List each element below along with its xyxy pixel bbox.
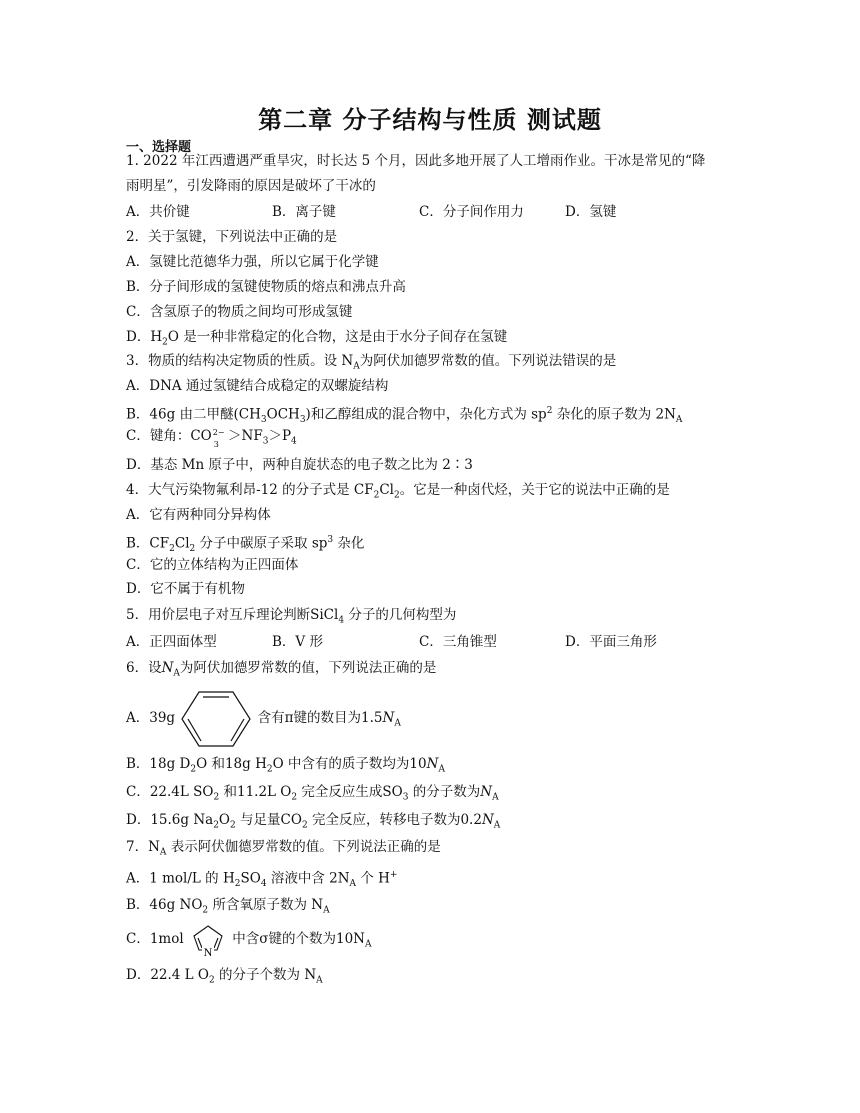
q4-stem: 4．大气污染物氟利昂-12 的分子式是 $CF_2Cl_2$。它是一种卤代烃，关于它的说法中正确的是 [126,482,670,501]
q1-option-b: B．离子键 [272,204,336,220]
q7-option-d: D．22.4 L $O_2$ 的分子个数为 $N_A$ [126,967,323,986]
q7-stem: 7．$N_A$ 表示阿伏伽德罗常数的值。下列说法正确的是 [126,839,441,858]
page-title: 第二章 分子结构与性质 测试题 [258,106,602,134]
q2-option-b: B．分子间形成的氢键使物质的熔点和沸点升高 [126,279,406,295]
q7-option-b: B．46g $NO_2$ 所含氧原子数为 $N_A$ [126,897,330,916]
q2-option-d: D．$H_2O$ 是一种非常稳定的化合物，这是由于水分子间存在氢键 [126,329,508,348]
q3-option-d: D．基态 Mn 原子中，两种自旋状态的电子数之比为 2∶3 [126,457,473,473]
q6-stem: 6．设$N_A$为阿伏加德罗常数的值，下列说法正确的是 [126,660,437,679]
q5-option-a: A．正四面体型 [126,634,217,650]
q1-stem-line1: 1. 2022 年江西遭遇严重旱灾，时长达 5 个月，因此多地开展了人工增雨作业。干冰是常见的“降 [126,153,706,169]
q7-option-a: A．1 mol/L 的 $H_2SO_4$ 溶液中含 $2N_A$ 个 H+ [126,870,398,890]
q2-option-a: A．氢键比范德华力强，所以它属于化学键 [126,254,379,270]
q3-option-a: A．DNA 通过氢键结合成稳定的双螺旋结构 [126,378,389,394]
q7-option-c: C．1mol N 中含σ键的个数为$10N_A$ [126,922,371,956]
q3-option-c: C．键角：CO 2− 3 $>NF_3>P_4$ [126,427,297,449]
q3-stem: 3．物质的结构决定物质的性质。设 $N_A$为阿伏加德罗常数的值。下列说法错误的是 [126,353,617,372]
q4-option-d: D．它不属于有机物 [126,581,245,597]
q6-option-c: C．22.4L $SO_2$ 和11.2L $O_2$ 完全反应生成$SO_3$ 的分子数为$N_A$ [126,784,499,803]
pyrrole-n-label: N [203,944,213,957]
q4-option-b: B．$CF_2Cl_2$ 分子中碳原子采取 $sp^3$ 杂化 [126,535,365,555]
q6-option-d: D．15.6g $Na_2O_2$ 与足量$CO_2$ 完全反应，转移电子数为$0.2N_A$ [126,812,501,831]
q5-option-c: C．三角锥型 [419,634,497,650]
q6-option-a: A．39g 含有π键的数目为$1.5N_A$ [126,688,401,748]
q6-option-b: B．18g $D_2O$ 和18g $H_2O$ 中含有的质子数均为$10N_A$ [126,756,445,775]
q3-option-b: B．46g 由二甲醚$(CH_3OCH_3)$和乙醇组成的混合物中，杂化方式为 $sp^2$ 杂化的原子数为 $2N_A$ [126,406,683,426]
q5-option-d: D．平面三角形 [565,634,657,650]
q1-stem-line2: 雨明星”，引发降雨的原因是破坏了干冰的 [126,178,376,194]
section-heading: 一、选择题 [126,140,192,155]
q2-stem: 2．关于氢键，下列说法中正确的是 [126,229,338,245]
q1-option-d: D．氢键 [565,204,617,220]
q5-option-b: B．V 形 [272,634,323,650]
q2-option-c: C．含氢原子的物质之间均可形成氢键 [126,304,353,320]
q4-option-a: A．它有两种同分异构体 [126,507,271,523]
q1-option-a: A．共价键 [126,204,190,220]
benzene-ring-icon [179,689,253,749]
pyrrole-ring-icon [188,923,228,957]
q5-stem: 5．用价层电子对互斥理论判断SiCl$_4$ 分子的几何构型为 [126,607,457,626]
q4-option-c: C．它的立体结构为正四面体 [126,557,299,573]
q1-option-c: C．分子间作用力 [419,204,524,220]
